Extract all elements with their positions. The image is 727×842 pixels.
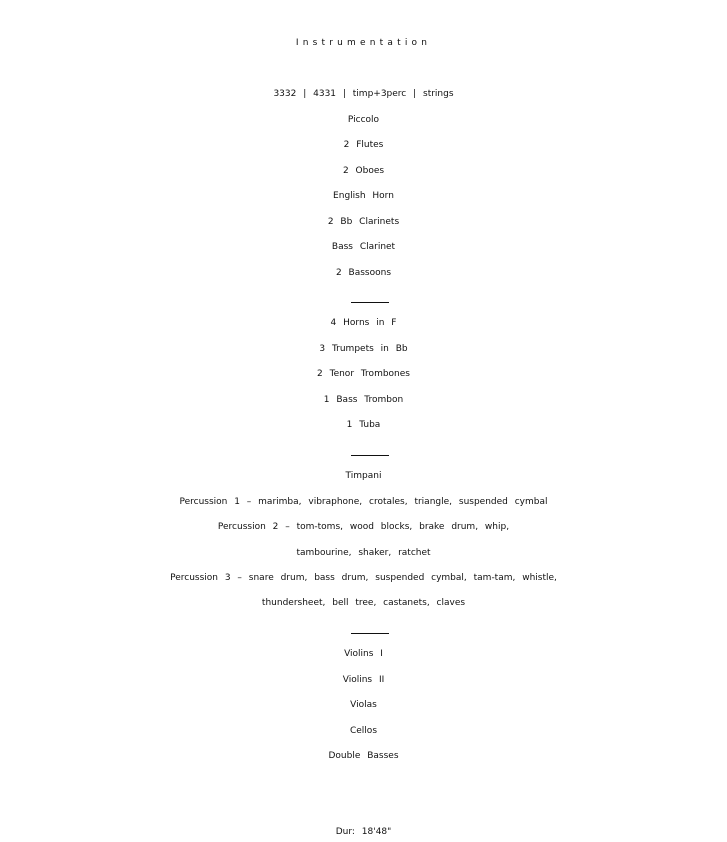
brass-line: 2 Tenor Trombones bbox=[317, 369, 410, 379]
duration: Dur: 18'48" bbox=[335, 827, 392, 837]
woodwind-line: Piccolo bbox=[347, 115, 380, 125]
percussion-line: Percussion 3 – snare drum, bass drum, suspended cymbal, tam-tam, whistle, bbox=[170, 573, 557, 583]
percussion-line: Timpani bbox=[345, 471, 382, 481]
section-divider bbox=[351, 633, 389, 634]
woodwind-line: 2 Oboes bbox=[342, 166, 385, 176]
woodwind-line: English Horn bbox=[333, 191, 394, 201]
percussion-line: Percussion 1 – marimba, vibraphone, crotales, triangle, suspended cymbal bbox=[179, 497, 548, 507]
strings-line: Violas bbox=[350, 700, 377, 710]
brass-line: 1 Bass Trombon bbox=[323, 395, 404, 405]
woodwind-line: 2 Flutes bbox=[343, 140, 384, 150]
woodwind-line: 2 Bassoons bbox=[335, 268, 392, 278]
brass-line: 1 Tuba bbox=[346, 420, 381, 430]
strings-line: Double Basses bbox=[328, 751, 399, 761]
strings-line: Cellos bbox=[349, 726, 378, 736]
instrumentation-summary: 3332 | 4331 | timp+3perc | strings bbox=[273, 89, 454, 99]
percussion-line: thundersheet, bell tree, castanets, claves bbox=[261, 598, 466, 608]
percussion-line: Percussion 2 – tom-toms, wood blocks, brake drum, whip, bbox=[217, 522, 510, 532]
page-title: Instrumentation bbox=[295, 38, 432, 48]
section-divider bbox=[351, 455, 389, 456]
woodwind-line: Bass Clarinet bbox=[331, 242, 396, 252]
section-divider bbox=[351, 302, 389, 303]
brass-line: 3 Trumpets in Bb bbox=[319, 344, 408, 354]
percussion-line: tambourine, shaker, ratchet bbox=[296, 548, 431, 558]
brass-line: 4 Horns in F bbox=[330, 318, 397, 328]
strings-line: Violins II bbox=[342, 675, 385, 685]
woodwind-line: 2 Bb Clarinets bbox=[327, 217, 400, 227]
strings-line: Violins I bbox=[344, 649, 383, 659]
